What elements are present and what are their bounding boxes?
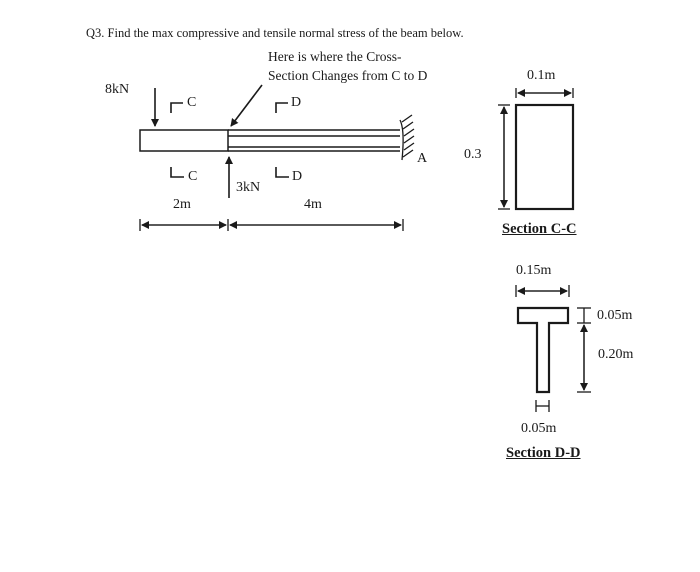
note-line-2: Section Changes from C to D xyxy=(268,68,428,83)
label-section-dd-flange-thickness: 0.05m xyxy=(597,308,633,323)
section-dd-shape xyxy=(518,308,568,392)
label-c-top: C xyxy=(187,95,197,110)
section-dd-web-height-dimension xyxy=(577,325,591,392)
section-mark-c-bottom xyxy=(171,167,184,177)
question-text: Q3. Find the max compressive and tensile normal stress of the beam below. xyxy=(86,26,464,40)
label-section-cc-height: 0.3 xyxy=(464,147,482,162)
label-support-a: A xyxy=(417,151,428,166)
section-cc-title: Section C-C xyxy=(502,221,577,237)
beam-segment-d xyxy=(228,130,400,151)
section-dd-title: Section D-D xyxy=(506,445,581,461)
note-line-1: Here is where the Cross- xyxy=(268,49,402,64)
label-section-dd-web-width: 0.05m xyxy=(521,421,557,436)
label-section-dd-flange-width: 0.15m xyxy=(516,263,552,278)
label-span-2m: 2m xyxy=(173,197,191,212)
label-c-bottom: C xyxy=(188,169,198,184)
section-mark-d-top xyxy=(276,103,288,113)
label-span-4m: 4m xyxy=(304,197,322,212)
section-cc-height-dimension xyxy=(498,105,510,209)
section-cc-width-dimension xyxy=(516,88,573,98)
section-dd-flange-thickness-dimension xyxy=(577,308,591,323)
section-cc-shape xyxy=(516,105,573,209)
label-section-cc-width: 0.1m xyxy=(527,68,556,83)
section-dd-flange-width-dimension xyxy=(516,285,569,297)
span-dimension xyxy=(140,219,403,231)
label-section-dd-web-height: 0.20m xyxy=(598,347,634,362)
label-8kn: 8kN xyxy=(105,82,130,97)
section-mark-c-top xyxy=(171,103,183,113)
beam-segment-c xyxy=(140,130,228,151)
label-3kn: 3kN xyxy=(236,180,261,195)
section-mark-d-bottom xyxy=(276,167,289,177)
label-d-bottom: D xyxy=(292,169,303,184)
note-pointer-arrow xyxy=(231,85,262,126)
section-dd-web-width-dimension xyxy=(536,400,549,412)
label-d-top: D xyxy=(291,95,302,110)
fixed-support-hatch xyxy=(400,115,414,160)
